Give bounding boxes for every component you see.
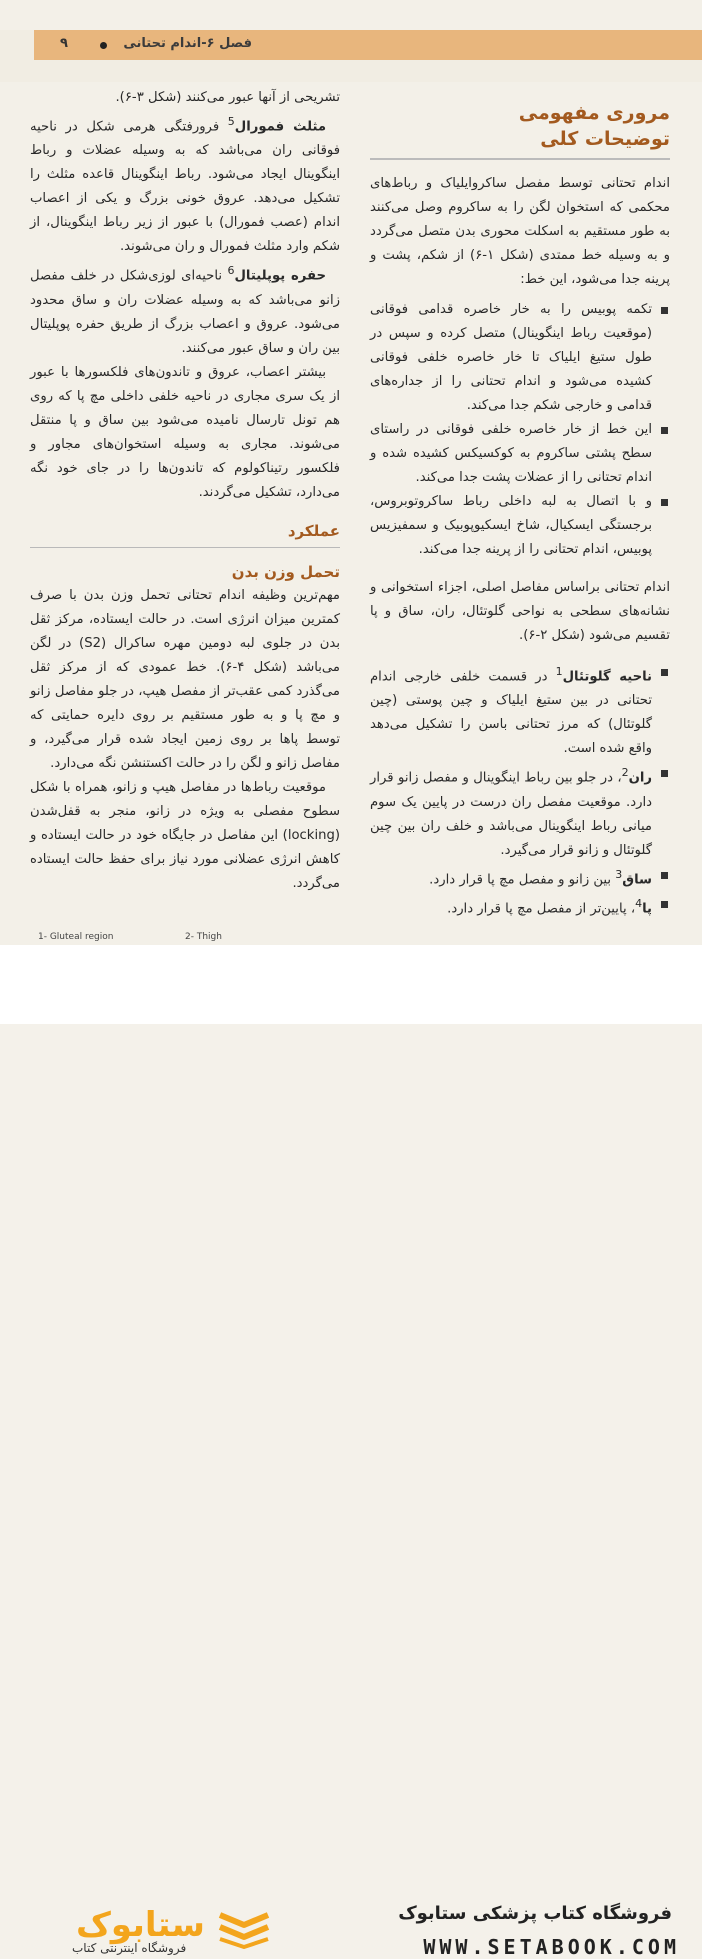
list-item: این خط از خار خاصره خلفی فوقانی در راستای سطح پشتی ساکروم به کوکسیکس کشیده شده و اندام تحتانی را از عضلات پشت جدا می‌کند. [370,418,670,490]
list-item: تکمه پوبیس را به خار خاصره قدامی فوقانی (موقعیت رباط اینگوینال) متصل کرده و سپس در طول ستیغ ایلیاک تا خار خاصره خلفی فوقانی کشیده می‌شود و اندام تحتانی را از جداره‌های قدامی و خارجی شکم جدا می‌کند. [370,298,670,418]
store-url-link[interactable]: WWW.SETABOOK.COM [423,1935,680,1959]
section-divider [370,158,670,160]
intro-paragraph: اندام تحتانی توسط مفصل ساکروایلیاک و رباط‌های محکمی که استخوان لگن را به ساکروم وصل می‌کنند به طور مستقیم به اسکلت محوری بدن متصل می‌گردد و به وسیله خط ممتدی (شکل ۱-۶) از شکم، پشت و پرینه جدا می‌شود، این خط: [370,176,670,287]
right-column [370,100,670,922]
footnote-1: 1- Gluteal region [38,932,114,942]
list-item [370,892,670,921]
chapter-title: فصل ۶-اندام تحتانی [123,36,252,51]
region-text: ، پایین‌تر از مفصل مچ پا قرار دارد. [447,901,636,917]
regions-list [370,660,670,922]
weight-paragraph-2: موقعیت رباط‌ها در مفاصل هیپ و زانو، همراه با شکل سطوح مفصلی به ویژه در زانو، منجر به قفل‌شدن (locking) این مفاصل در جایگاه خود در حالت ایستاده و کاهش انرژی عضلانی مورد نیاز برای حفظ حالت ایستاده می‌گردد. [30,779,340,891]
store-logo[interactable] [36,1903,276,1957]
store-banner [0,945,702,1959]
left-column [30,86,340,896]
region-term: ساق [622,872,652,888]
weight-paragraph-1: مهم‌ترین وظیفه اندام تحتانی تحمل وزن بدن با صرف کمترین میزان انرژی است. در حالت ایستاده، مرکز ثقل بدن در جلوی لبه دومین مهره ساکرال (S2) در لگن می‌باشد (شکل ۴-۶). خط عمودی که از مرکز ثقل می‌گذرد کمی عقب‌تر از مفصل هیپ، در جلو مفاصل زانو و مچ پا و به طور مستقیم بر روی دایره حمایتی که توسط پاها بر روی زمین ایجاد شده قرار می‌گیرد، و مفاصل زانو و لگن را در حالت اکستنشن نگه می‌دارد. [30,587,341,771]
section-title-line1: مروری مفهومی [518,102,670,124]
footnote-ref: 3 [615,867,623,881]
book-page [0,0,702,945]
list-item [370,863,670,892]
list-item [370,761,670,862]
section-title-line2: توضیحات کلی [540,128,670,150]
logo-subtitle: فروشگاه اینترنتی کتاب [72,1941,187,1955]
footnote-ref: 1 [555,665,563,678]
region-term: ناحیه گلوتئال [562,669,652,685]
function-heading: عملکرد [287,521,340,540]
footnote-ref: 2 [621,766,629,780]
boundary-list [370,298,670,562]
femoral-term: مثلث فمورال [234,119,327,135]
footnote-ref: 5 [227,115,235,128]
footnote-2: 2- Thigh [185,932,222,942]
tarsal-paragraph: بیشتر اعصاب، عروق و تاندون‌های فلکسورها با عبور از یک سری مجاری در ناحیه خلفی داخلی مچ پا که روی هم تونل تارسال نامیده می‌شود بین ساق و پا منتقل می‌شوند. مجاری به وسیله استخوان‌های مجاور و فلکسور رتیناکولوم که تاندون‌ها را در جای خود نگه می‌دارد، تشکیل می‌گردند. [30,364,340,500]
footnote-ref: 4 [635,897,643,911]
heading-divider [30,547,340,548]
paragraph: تشریحی از آنها عبور می‌کنند (شکل ۳-۶). [115,90,340,105]
list-item [370,660,670,761]
region-term: پا [642,901,652,917]
store-name: فروشگاه کتاب پزشکی ستابوک [398,1903,672,1924]
weight-heading: تحمل وزن بدن [231,562,340,581]
popliteal-paragraph [30,259,340,360]
page-number: ۹ [60,36,68,51]
footnote-ref: 6 [227,264,235,278]
book-stack-icon [216,1909,272,1949]
region-text: ، در جلو بین رباط اینگوینال و مفصل زانو قرار دارد. موقعیت مفصل ران درست در پایین یک سوم میانی رباط اینگوینال می‌باشد و خلف ران بین چین گلوتئال و زانو قرار می‌گیرد. [370,770,652,858]
femoral-text: فرورفتگی هرمی شکل در ناحیه فوقانی ران می‌باشد که به وسیله عضلات و رباط اینگوینال ایجاد می‌شود. رباط اینگوینال قاعده مثلث را تشکیل می‌دهد. عروق خونی بزرگ و یکی از اعصاب اندام (عصب فمورال) با عبور از زیر رباط اینگوینال، از شکم وارد مثلث فمورال و ران می‌شوند. [30,119,340,255]
regions-paragraph: اندام تحتانی براساس مفاصل اصلی، اجزاء استخوانی و نشانه‌های سطحی به نواحی گلوتئال، ران، ساق و پا تقسیم می‌شود (شکل ۲-۶). [370,580,670,643]
popliteal-text: ناحیه‌ای لوزی‌شکل در خلف مفصل زانو می‌باشد که به وسیله عضلات ران و ساق محدود می‌شود. عروق و اعصاب بزرگ از طریق حفره پوپلیتال بین ران و ساق عبور می‌کنند. [30,268,340,356]
header-dot-icon [100,42,107,49]
list-item: و با اتصال به لبه داخلی رباط ساکروتوبروس، برجستگی ایسکیال، شاخ ایسکیوپوبیک و سمفیزیس پوبیس، اندام تحتانی را از پرینه جدا می‌کند. [370,490,670,562]
region-term: ران [628,770,652,786]
logo-wordmark: ستابوک [76,1905,205,1945]
region-text: در قسمت خلفی خارجی اندام تحتانی در بین ستیغ ایلیاک و چین پوستی (چین گلوتئال) که مرز تحتانی باسن را تشکیل می‌دهد واقع شده است. [370,669,652,757]
popliteal-term: حفره پوپلیتال [234,268,327,284]
femoral-paragraph [30,110,340,259]
region-text: بین زانو و مفصل مچ پا قرار دارد. [429,872,616,888]
